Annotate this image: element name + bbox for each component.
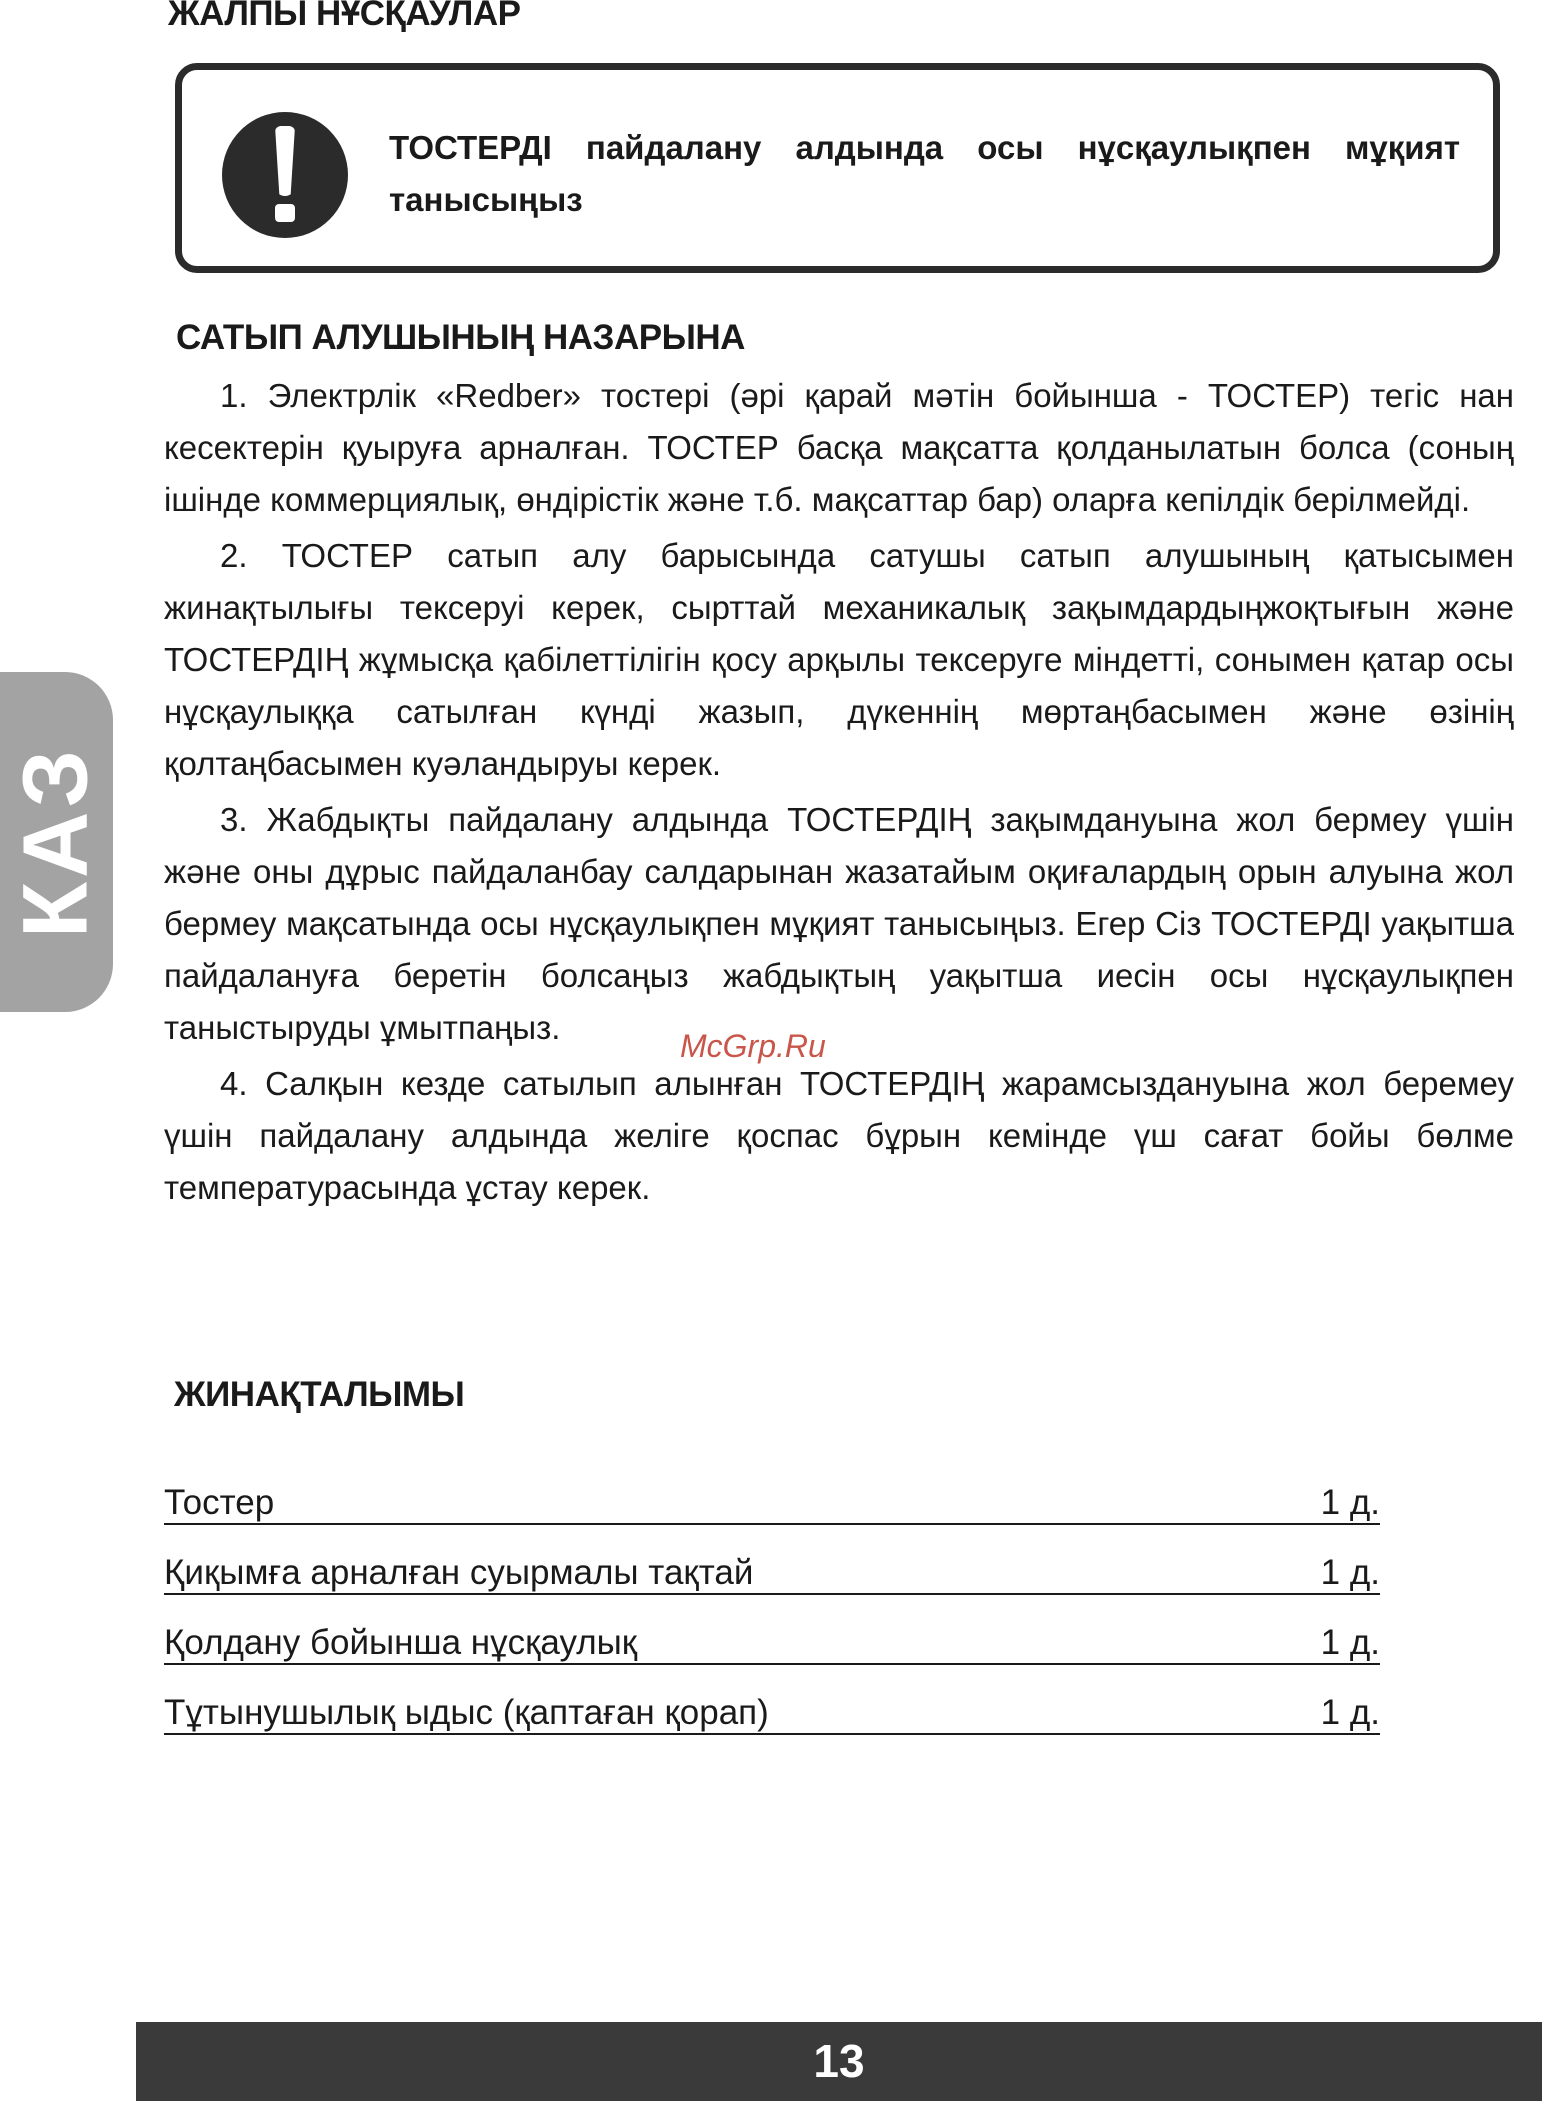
package-item	[164, 1455, 1380, 1525]
paragraph-3: 3. Жабдықты пайдалану алдында ТОСТЕРДІҢ зақымдануына жол бермеу үшін және оны дұрыс пайдаланбау салдарынан жазатайым оқиғалардың орын алуына жол бермеу мақсатында осы нұсқаулықпен мұқият танысыңыз. Егер Сіз ТОСТЕРДІ уақытша пайдалануға беретін болсаңыз жабдықтың уақытша иесін осы нұсқаулықпен таныстыруды ұмытпаңыз.	[164, 801, 1514, 1046]
watermark: McGrp.Ru	[680, 1028, 826, 1064]
general-instructions-heading: ЖАЛПЫ НҰСҚАУЛАР	[168, 0, 521, 33]
package-item-name: Қиқымға арналған суырмалы тақтай	[164, 1553, 754, 1592]
package-item	[164, 1525, 1380, 1595]
package-item-qty: 1 д.	[1320, 1553, 1380, 1592]
language-label: КАЗ	[4, 745, 107, 939]
buyer-attention-body	[164, 370, 1514, 1218]
buyer-attention-heading: САТЫП АЛУШЫНЫҢ НАЗАРЫНА	[176, 318, 745, 357]
warning-box	[175, 63, 1500, 273]
paragraph-4: 4. Салқын кезде сатылып алынған ТОСТЕРДІҢ жарамсыздануына жол беремеу үшін пайдалану алдында желіге қоспас бұрын кемінде үш сағат бойы бөлме температурасында ұстау керек.	[164, 1065, 1514, 1206]
exclamation-icon	[222, 112, 348, 238]
package-item-name: Тостер	[164, 1483, 275, 1522]
package-item-qty: 1 д.	[1320, 1623, 1380, 1662]
package-item-qty: 1 д.	[1320, 1693, 1380, 1732]
package-item-qty: 1 д.	[1320, 1483, 1380, 1522]
page-number: 13	[813, 2035, 865, 2087]
paragraph-2: 2. ТОСТЕР сатып алу барысында сатушы сатып алушының қатысымен жинақтылығы тексеруі керек, сырттай механикалық зақымдардыңжоқтығын және ТОСТЕРДІҢ жұмысқа қабілеттілігін қосу арқылы тексеруге міндетті, сонымен қатар осы нұсқаулыққа сатылған күнді жазып, дүкеннің мөртаңбасымен және өзінің қолтаңбасымен куәландыруы керек.	[164, 537, 1514, 782]
package-item	[164, 1665, 1380, 1735]
package-item-name: Тұтынушылық ыдыс (қаптаған қорап)	[164, 1693, 769, 1732]
package-list	[164, 1455, 1380, 1735]
paragraph-1: 1. Электрлік «Redber» тостері (әрі қарай мәтін бойынша - ТОСТЕР) тегіс нан кесектерін қуыруға арналған. ТОСТЕР басқа мақсатта қолданылатын болса (соның ішінде коммерциялық, өндірістік және т.б. мақсаттар бар) оларға кепілдік берілмейді.	[164, 377, 1514, 518]
package-item-name: Қолдану бойынша нұсқаулық	[164, 1623, 638, 1662]
language-side-tab	[0, 672, 113, 1012]
page-footer	[136, 2022, 1542, 2101]
package-item	[164, 1595, 1380, 1665]
warning-text: ТОСТЕРДІ пайдалану алдында осы нұсқаулықпен мұқият танысыңыз	[389, 129, 1460, 218]
package-contents-heading: ЖИНАҚТАЛЫМЫ	[174, 1375, 465, 1414]
